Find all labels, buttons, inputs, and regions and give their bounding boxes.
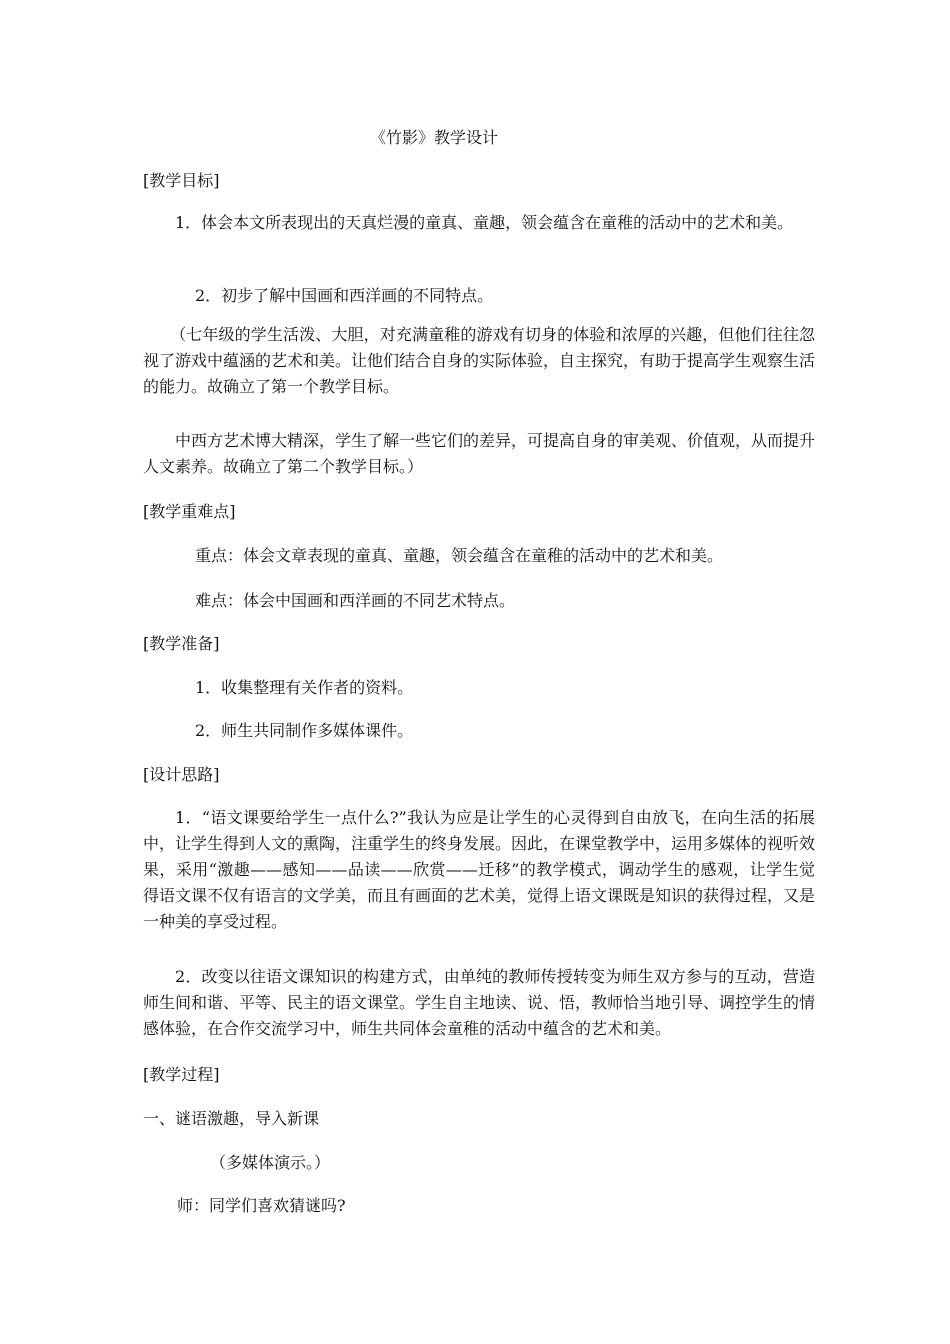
goal-item-2: 2．初步了解中国画和西洋画的不同特点。 — [195, 286, 494, 305]
section-heading-process: [教学过程] — [143, 1065, 220, 1084]
goal-note-2: 中西方艺术博大精深，学生了解一些它们的差异，可提高自身的审美观、价值观，从而提升人文素养。故确立了第二个教学目标。） — [143, 431, 816, 476]
section-heading-goals: [教学目标] — [143, 171, 220, 190]
goal-item-1: 1．体会本文所表现出的天真烂漫的童真、童趣，领会蕴含在童稚的活动中的艺术和美。 — [175, 213, 794, 232]
process-step-1-note: （多媒体演示。） — [210, 1153, 331, 1172]
section-heading-design-idea: [设计思路] — [143, 765, 220, 784]
document-title: 《竹影》教学设计 — [370, 128, 499, 147]
difficult-point: 难点：体会中国画和西洋画的不同艺术特点。 — [195, 591, 516, 610]
key-point: 重点：体会文章表现的童真、童趣，领会蕴含在童稚的活动中的艺术和美。 — [195, 546, 724, 565]
process-step-1: 一、谜语激趣，导入新课 — [143, 1109, 320, 1128]
design-idea-2: 2．改变以往语文课知识的构建方式，由单纯的教师传授转变为师生双方参与的互动，营造师生间和谐、平等、民主的语文课堂。学生自主地读、说、悟，教师恰当地引导、调控学生的情感体验，在合作交流学习中，师生共同体会童稚的活动中蕴含的艺术和美。 — [143, 967, 816, 1038]
section-heading-key-difficult: [教学重难点] — [143, 502, 236, 521]
section-heading-preparation: [教学准备] — [143, 634, 220, 653]
goal-note-1: （七年级的学生活泼、大胆，对充满童稚的游戏有切身的体验和浓厚的兴趣，但他们往往忽视了游戏中蕴涵的艺术和美。让他们结合自身的实际体验，自主探究，有助于提高学生观察生活的能力。故确立了第一个教学目标。 — [143, 325, 816, 396]
design-idea-1: 1．“语文课要给学生一点什么?”我认为应是让学生的心灵得到自由放飞，在向生活的拓展中，让学生得到人文的熏陶，注重学生的终身发展。因此，在课堂教学中，运用多媒体的视听效果，采用“激趣——感知——品读——欣赏——迁移”的教学模式，调动学生的感观，让学生觉得语文课不仅有语言的文学美，而且有画面的艺术美，觉得上语文课既是知识的获得过程，又是一种美的享受过程。 — [143, 808, 816, 931]
teacher-line: 师：同学们喜欢猜谜吗? — [177, 1196, 346, 1215]
prep-item-1: 1．收集整理有关作者的资料。 — [195, 678, 414, 697]
prep-item-2: 2．师生共同制作多媒体课件。 — [195, 721, 414, 740]
